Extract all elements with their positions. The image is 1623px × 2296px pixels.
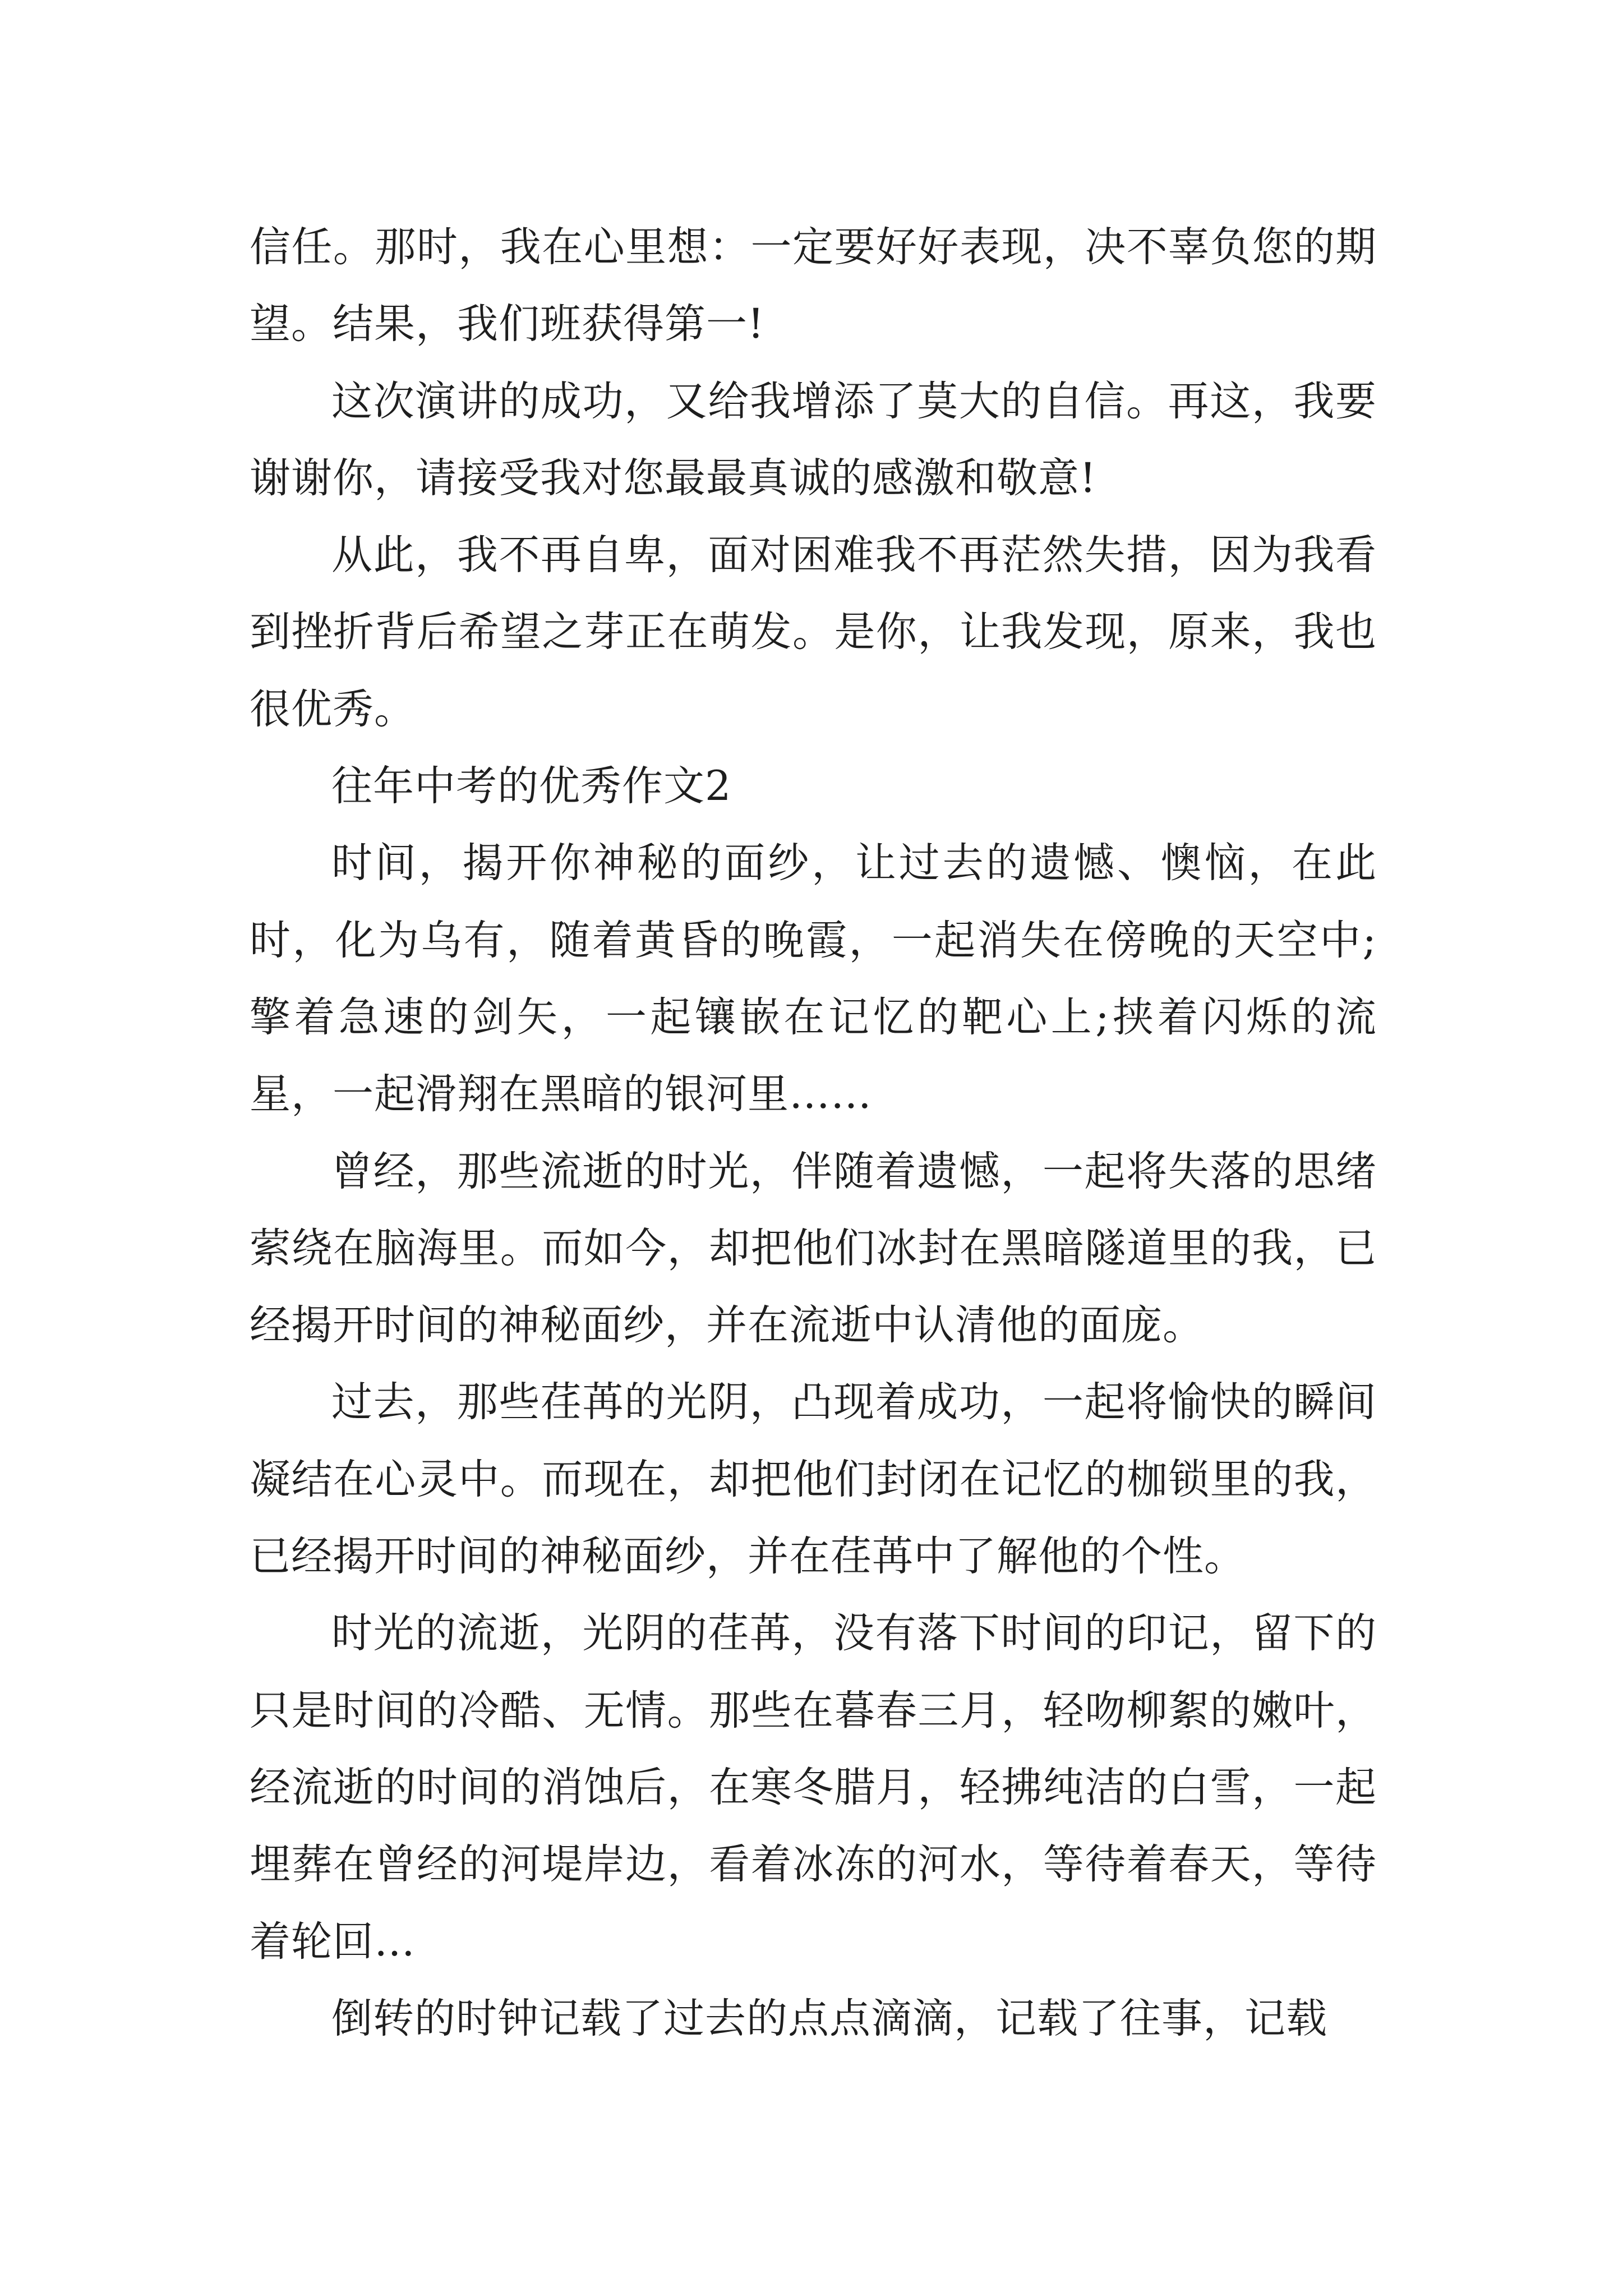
- paragraph-1: 信任。那时，我在心里想：一定要好好表现，决不辜负您的期望。结果，我们班获得第一!: [250, 223, 1377, 348]
- document-body: [250, 209, 1377, 2057]
- paragraph-7: 过去，那些荏苒的光阴，凸现着成功，一起将愉快的瞬间凝结在心灵中。而现在，却把他们封闭在记忆的枷锁里的我，已经揭开时间的神秘面纱，并在荏苒中了解他的个性。: [250, 1378, 1377, 1581]
- section-heading: 往年中考的优秀作文2: [331, 762, 732, 811]
- paragraph-3: 从此，我不再自卑，面对困难我不再茫然失措，因为我看到挫折背后希望之芽正在萌发。是你，让我发现，原来，我也很优秀。: [250, 531, 1377, 733]
- paragraph-8: 时光的流逝，光阴的荏苒，没有落下时间的印记，留下的只是时间的冷酷、无情。那些在暮春三月，轻吻柳絮的嫩叶，经流逝的时间的消蚀后，在寒冬腊月，轻拂纯洁的白雪，一起埋葬在曾经的河堤岸边，看着冰冻的河水，等待着春天，等待着轮回…: [250, 1609, 1377, 1966]
- paragraph-5: 时间，揭开你神秘的面纱，让过去的遗憾、懊恼，在此时，化为乌有，随着黄昏的晚霞，一起消失在傍晚的天空中;擎着急速的剑矢，一起镶嵌在记忆的靶心上;挟着闪烁的流星，一起滑翔在黑暗的银河里……: [250, 839, 1377, 1119]
- paragraph-9: 倒转的时钟记载了过去的点点滴滴，记载了往事，记载: [331, 1994, 1327, 2042]
- paragraph-6: 曾经，那些流逝的时光，伴随着遗憾，一起将失落的思绪萦绕在脑海里。而如今，却把他们冰封在黑暗隧道里的我，已经揭开时间的神秘面纱，并在流逝中认清他的面庞。: [250, 1147, 1377, 1350]
- paragraph-2: 这次演讲的成功，又给我增添了莫大的自信。再这，我要谢谢你，请接受我对您最最真诚的感激和敬意!: [250, 377, 1377, 502]
